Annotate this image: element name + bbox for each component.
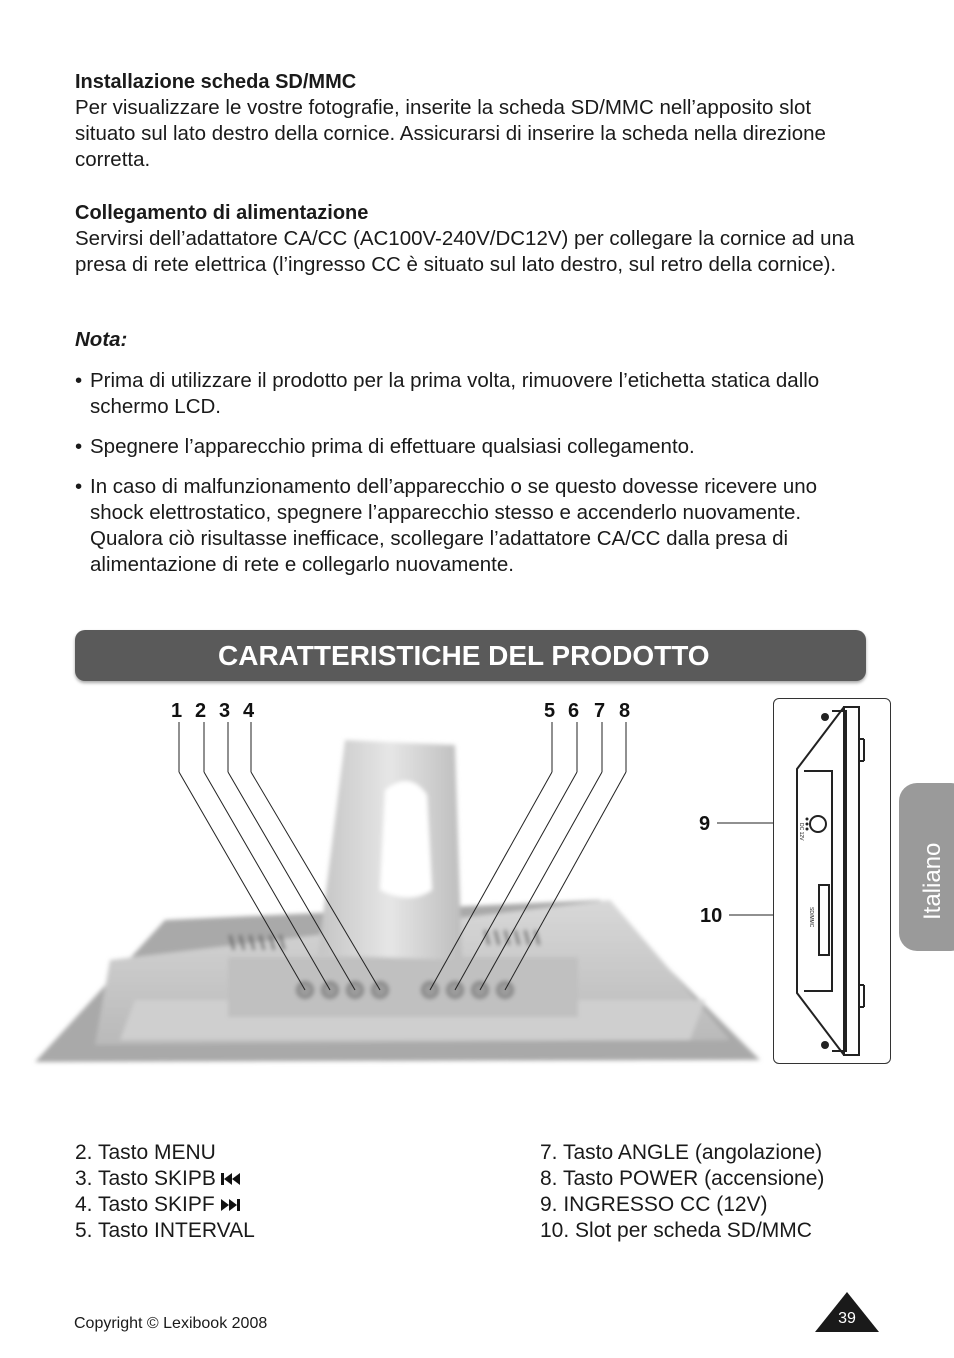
list-item: 3. Tasto SKIPB <box>75 1166 255 1192</box>
note-item: • In caso di malfunzionamento dell’apparecchio o se questo dovesse ricevere uno shock elettrostatico, spegnere l’apparecchio stesso e accenderlo nuovamente. Qualora ciò risultasse inefficace, scollegare l’adattatore CA/CC dalla presa di alimentazione di rete e collegarlo nuovamente. <box>75 474 875 578</box>
sd-install-heading: Installazione scheda SD/MMC <box>75 71 357 93</box>
list-item: 10. Slot per scheda SD/MMC <box>540 1219 812 1242</box>
note-item: • Spegnere l’apparecchio prima di effettuare qualsiasi collegamento. <box>75 434 875 460</box>
callout-7: 7 <box>594 700 606 722</box>
power-body: Servirsi dell’adattatore CA/CC (AC100V-240V/DC12V) per collegare la cornice ad una presa di rete elettrica (l’ingresso CC è situato sul lato destro, sul retro della cornice). <box>75 227 855 276</box>
section-banner: CARATTERISTICHE DEL PRODOTTO <box>75 630 866 681</box>
language-tab-label: Italiano <box>919 842 946 920</box>
page-number-badge <box>815 1292 879 1332</box>
power-heading: Collegamento di alimentazione <box>75 202 369 224</box>
callout-8: 8 <box>619 700 631 722</box>
list-item: 9. INGRESSO CC (12V) <box>540 1193 768 1216</box>
callout-2: 2 <box>195 700 207 722</box>
note-item: • Prima di utilizzare il prodotto per la prima volta, rimuovere l’etichetta statica dallo schermo LCD. <box>75 368 875 420</box>
copyright: Copyright © Lexibook 2008 <box>74 1315 268 1332</box>
power-section <box>75 200 875 278</box>
note-title: Nota: <box>75 328 128 351</box>
callout-3: 3 <box>219 700 231 722</box>
list-item: 2. Tasto MENU <box>75 1141 216 1164</box>
callout-1: 1 <box>171 700 183 722</box>
side-view-illustration <box>774 699 890 1063</box>
callout-9: 9 <box>699 813 711 835</box>
sd-install-body: Per visualizzare le vostre fotografie, inserite la scheda SD/MMC nell’apposito slot situato sul lato destro della cornice. Assicurarsi di inserire la scheda nella direzione corretta. <box>75 96 826 171</box>
page-number: 39 <box>838 1310 856 1327</box>
skip-forward-icon <box>219 1198 241 1212</box>
language-tab <box>899 783 954 951</box>
sd-slot-label: SD/MMC <box>808 907 814 928</box>
callout-4: 4 <box>243 700 255 722</box>
skip-back-icon <box>220 1172 242 1186</box>
sd-install-section <box>75 69 875 173</box>
side-view-box <box>773 698 891 1064</box>
list-item: 8. Tasto POWER (accensione) <box>540 1167 825 1190</box>
callout-5: 5 <box>544 700 556 722</box>
parts-list-left <box>75 1140 255 1244</box>
callout-6: 6 <box>568 700 580 722</box>
frame-back-illustration <box>0 690 770 1090</box>
parts-list-right <box>540 1140 824 1244</box>
list-item: 5. Tasto INTERVAL <box>75 1219 255 1242</box>
callout-10: 10 <box>700 905 723 927</box>
note-list <box>75 368 875 592</box>
dc-port-label: DC 12V <box>798 823 804 841</box>
list-item: 7. Tasto ANGLE (angolazione) <box>540 1141 823 1164</box>
list-item: 4. Tasto SKIPF <box>75 1192 255 1218</box>
